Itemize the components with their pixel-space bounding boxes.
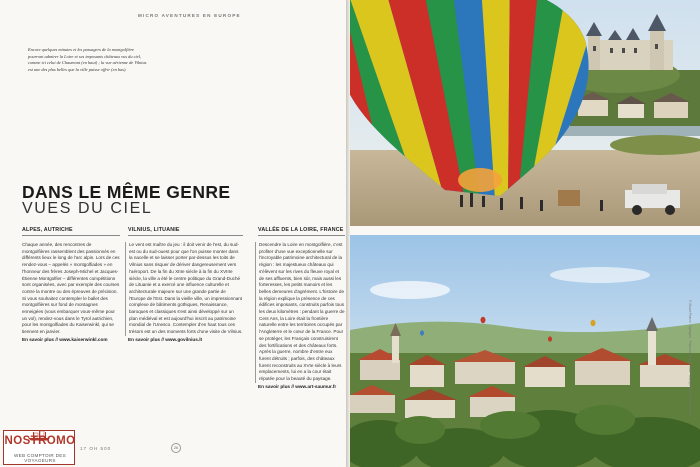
balloon-chateau-photo: [350, 0, 700, 226]
column-heading: ALPES, AUTRICHE: [22, 227, 120, 236]
column-loire: [258, 227, 345, 389]
column-body: Descendre la Loire en montgolfière, c'est profiter d'une vue exceptionnelle sur l'incroyable patrimoine architectural de la région : les majestueux châteaux qui s'élèvent sur les rives du fleuve royal et de ses affluents, bien sûr, mais aussi les forteresses, les petits manoirs et les belles demeures d'agrément. L'histoire de la région explique la présence de ces édifices imposants, construits parfois tous les deux kilomètres : pendant la guerre de Cent Ans, la Loire était la frontière naturelle entre les territoires occupés par l'Angleterre et le cœur de la France. Pour se protéger, les Français construisirent des fortifications et des châteaux forts. Après la guerre, nombre d'entre eux furent détruits ; parfois, des châteaux furent reconstruits au XVIe siècle à leurs emplacements, lui en a la cour était réputée pour la beauté du paysage.: [255, 242, 345, 383]
section-headline: DANS LE MÊME GENRE: [22, 182, 231, 202]
logo-subtitle: WEB COMPTOIR DES VOYAGEURS: [14, 453, 66, 463]
photo-credit: © Stuart Pearce · Spnoyes · Francesca Lauer Ruhr · Cheryl Ravelo / Shutterstock: [688, 300, 692, 416]
running-head: MICRO AVENTURES EN EUROPE: [138, 13, 241, 18]
left-page: [0, 0, 346, 467]
more-info-link[interactable]: En savoir plus // www.art-saumur.fr: [258, 383, 337, 389]
folio: 17 OH 500: [80, 446, 112, 451]
column-vilnius: [128, 227, 243, 342]
page-number: 26: [171, 443, 181, 453]
photo-caption: Encore quelques minutes et les passagers de la montgolfière pourront admirer la Loire et ses imposants châteaux vus du ciel, comme ici celui de Chaumont (en haut) ; la vue aérienne de Vilnius est une des plus belles que la ville puisse offrir (en bas).: [28, 47, 147, 72]
nostromo-logo: [3, 430, 75, 465]
column-heading: VALLÉE DE LA LOIRE, FRANCE: [258, 227, 345, 236]
logo-title: NOSTROMO: [4, 435, 76, 447]
column-alpes: [22, 227, 120, 342]
column-body: Chaque année, des rencontres de montgolfières rassemblent des passionnés en différents lieux le long de l'arc alpin. Lors de ces rendez-vous – appelés « montgolfiades » en l'honneur des frères Joseph-Michel et Jacques-Étienne Montgolfier – différentes compétitions sont organisées, avec par exemple des courses contre la montre ou des épreuves de précision. Si vous souhaitez contempler le ballet des montgolfières sur fond de montagnes enneigées (vous embarquer vous-même pour un vol), rendez-vous dans le Tyrol autrichien, pour les montgolfiades du Kaiserwinkl, qui se tiennent en janvier.: [22, 242, 120, 335]
more-info-link[interactable]: En savoir plus // www.govilnius.lt: [128, 336, 203, 342]
right-page: [350, 0, 700, 467]
vilnius-panorama-photo: [350, 235, 700, 467]
section-subhead: VUES DU CIEL: [22, 200, 153, 217]
column-heading: VILNIUS, LITUANIE: [128, 227, 243, 236]
more-info-link[interactable]: En savoir plus // www.kaiserwinkl.com: [22, 336, 108, 342]
column-body: Le vent est maître du jeu : il doit venir de l'est, du sud-est ou du sud-ouest pour que l'on puisse monter dans la nacelle et se laisser porter par-dessus les toits de Vilnius sans risquer de dériver dangereusement vers l'aéroport. De la fin du XIIIe siècle à la fin du XVIIIe siècle, la ville a été le centre politique du Grand-Duché de Lituanie et a exercé une influence culturelle et architecturale majeure sur une grande partie de l'Europe de l'Est. Dans la vieille ville, un impressionnant complexe de bâtiments gothiques, Renaissance, baroques et classiques s'est ainsi développé sur un plan médiéval et est aujourd'hui inscrit au patrimoine mondial de l'Unesco. Contempler d'en haut tous ces trésors est un des moments forts d'une visite de Vilnius.: [125, 242, 243, 336]
